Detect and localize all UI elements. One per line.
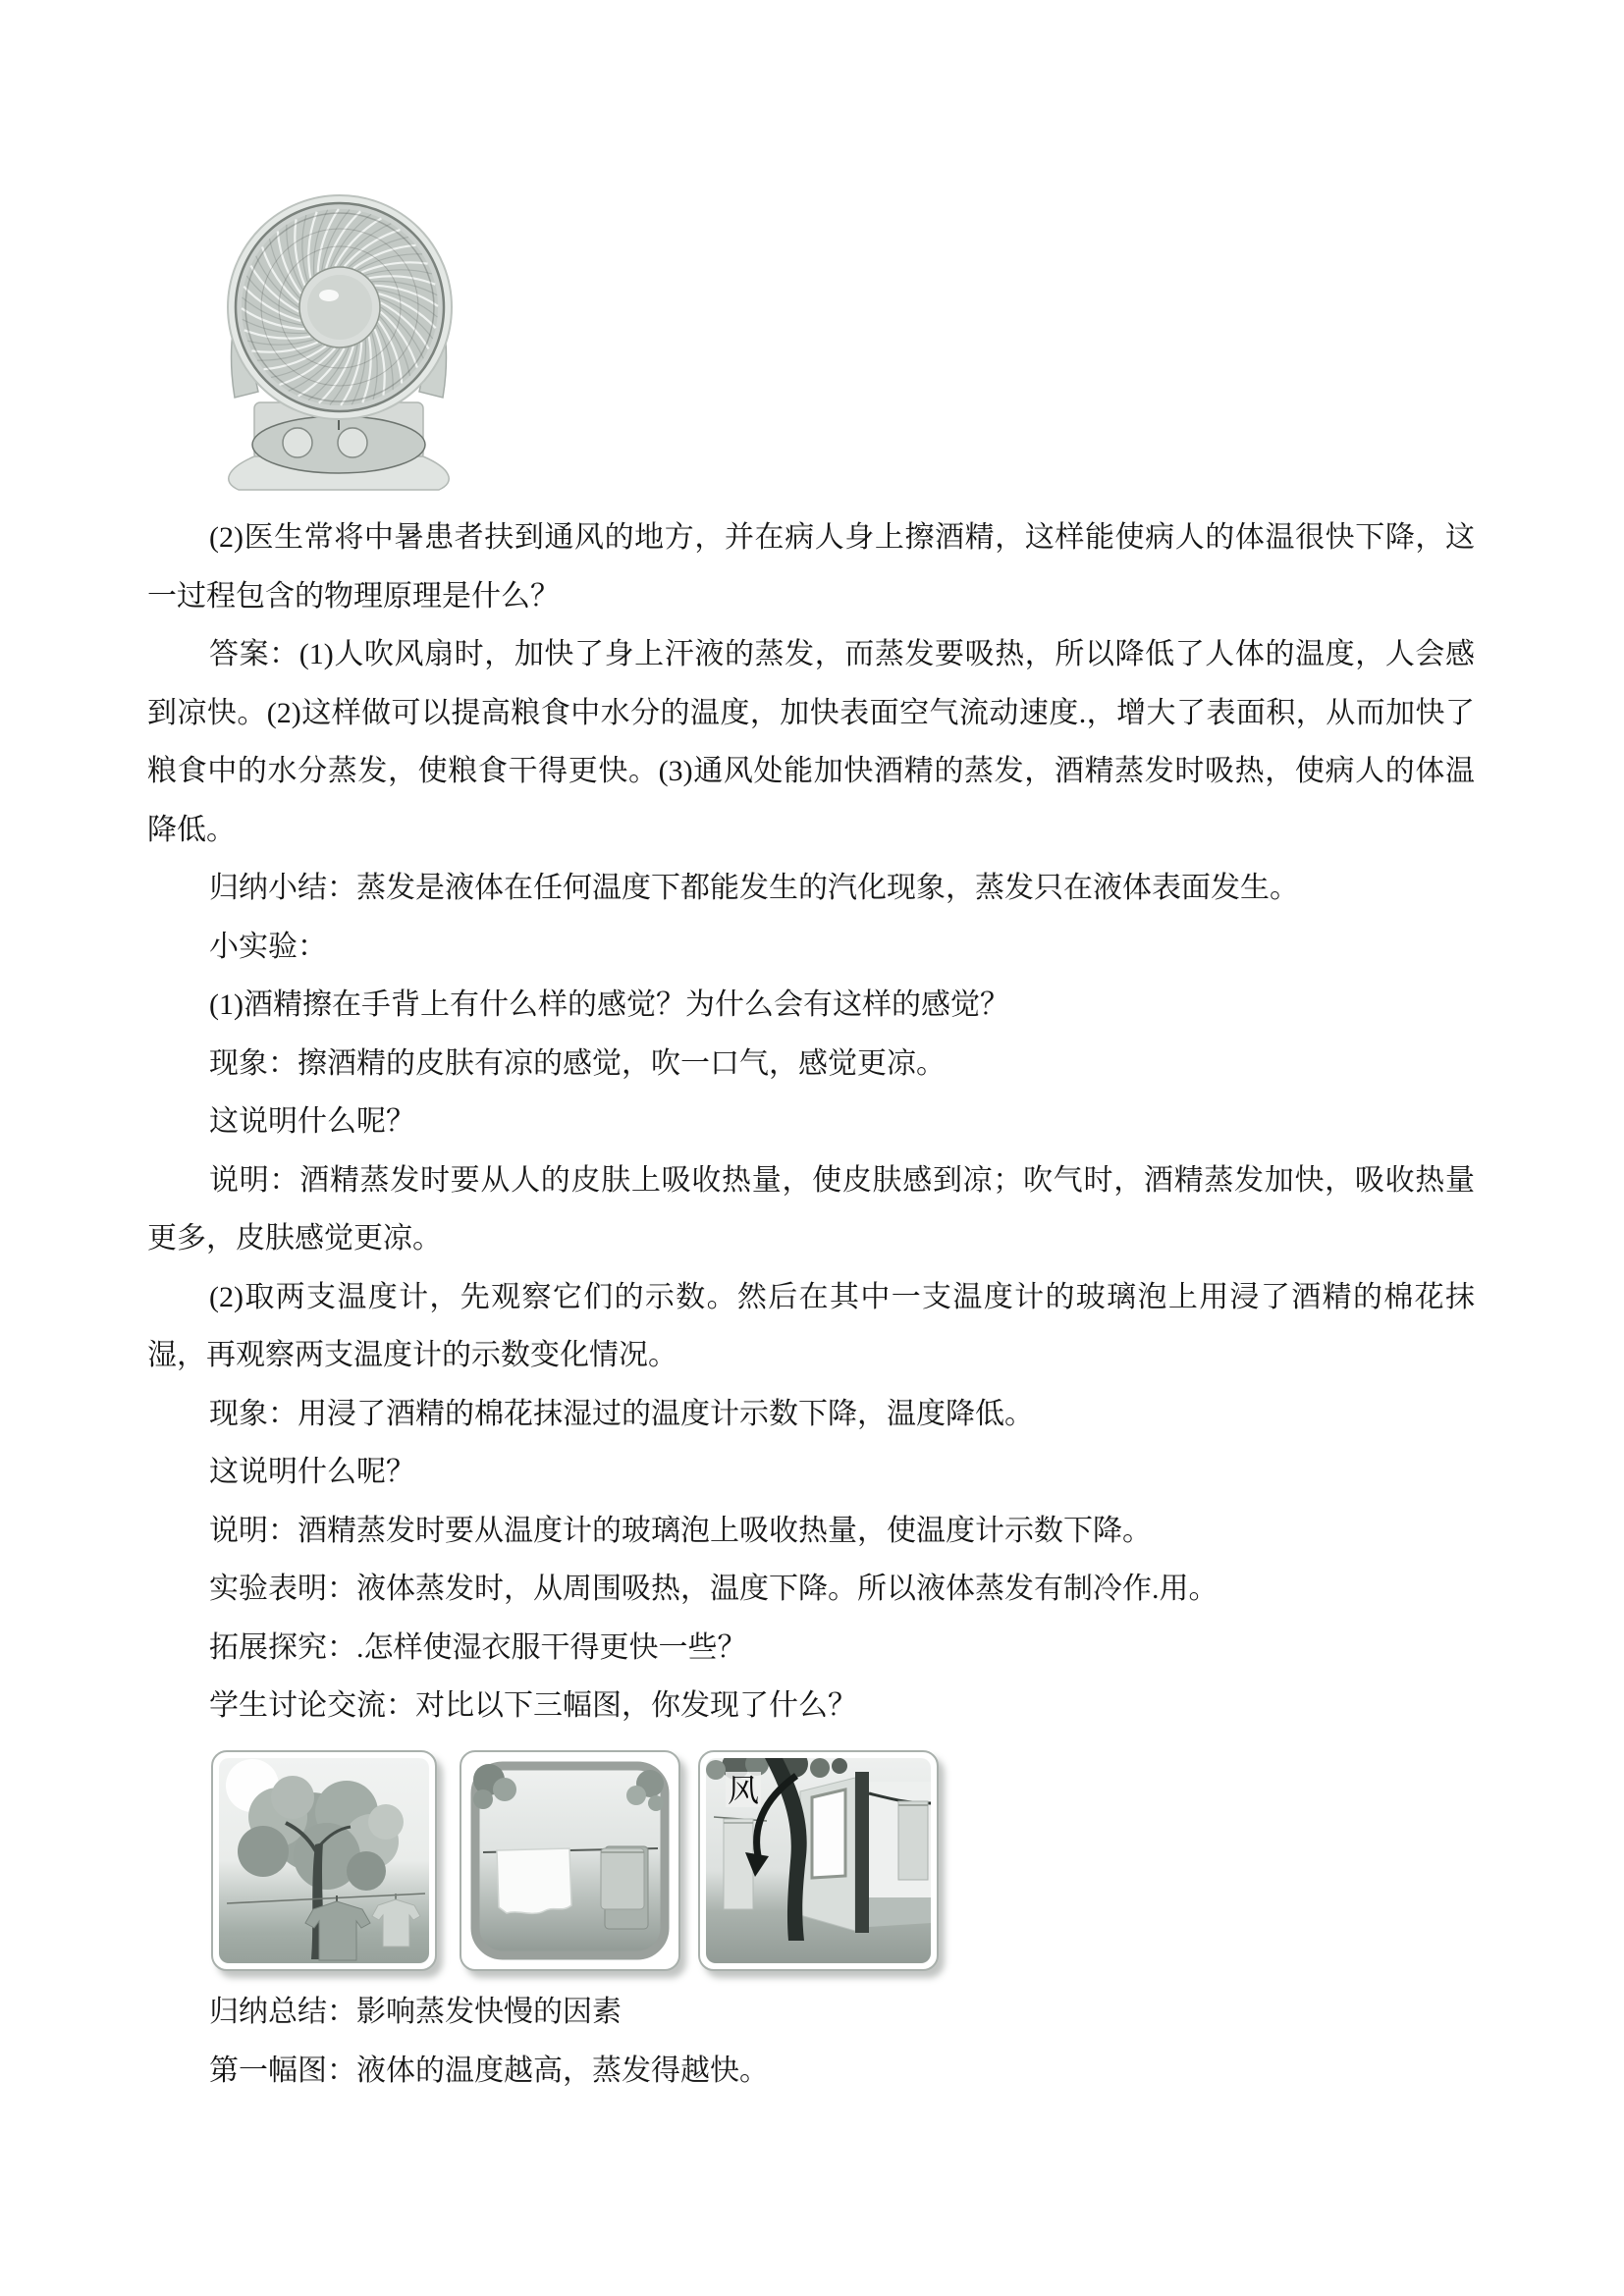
paragraph-3: 归纳小结：蒸发是液体在任何温度下都能发生的汽化现象，蒸发只在液体表面发生。	[209, 872, 1299, 904]
illustration-windy-clothesline	[698, 1750, 939, 1971]
paragraph-6: 现象：擦酒精的皮肤有凉的感觉，吹一口气，感觉更凉。	[209, 1046, 946, 1080]
paragraph-15: 学生讨论交流：对比以下三幅图，你发现了什么？	[209, 1689, 857, 1722]
paragraph-4: 小实验：	[209, 930, 327, 963]
windy-clothesline-image	[706, 1758, 931, 1963]
body-text	[147, 508, 1475, 1735]
paragraph-14: 拓展探究：.怎样使湿衣服干得更快一些？	[209, 1630, 747, 1664]
fan-speed-knob[interactable]	[283, 428, 312, 457]
wind-label: 风	[728, 1773, 760, 1808]
paragraph-1: (2)医生常将中暑患者扶到通风的地方，并在病人身上擦酒精，这样能使病人的体温很快下降，这一过程包含的物理原理是什么？	[147, 521, 1475, 613]
paragraph-16: 归纳总结：影响蒸发快慢的因素	[209, 1996, 622, 2028]
towel-surface-area-image	[467, 1758, 673, 1963]
towel-left	[724, 1819, 753, 1909]
paragraph-5: (1)酒精擦在手背上有什么样的感觉？为什么会有这样的感觉？	[209, 988, 1009, 1021]
fan-image	[211, 133, 466, 501]
sunny-clothesline-image	[219, 1758, 429, 1963]
wall-base	[869, 1897, 931, 1927]
fan-illustration	[211, 133, 466, 501]
closing-text	[147, 1983, 1475, 2100]
fan-head	[228, 195, 452, 419]
illustration-sunny-clothesline	[211, 1750, 437, 1971]
wall-corner-edge	[855, 1772, 869, 1933]
illustration-towel-surface-area	[460, 1750, 680, 1971]
spread-towel	[497, 1848, 571, 1913]
paragraph-7: 这说明什么呢？	[209, 1105, 415, 1138]
paragraph-11: 这说明什么呢？	[209, 1456, 415, 1488]
paragraph-9: (2)取两支温度计，先观察它们的示数。然后在其中一支温度计的玻璃泡上用浸了酒精的棉花抹湿，再观察两支温度计的示数变化情况。	[147, 1280, 1475, 1371]
window	[812, 1789, 845, 1878]
fan-timer-knob[interactable]	[338, 428, 367, 457]
angled-wall-with-window	[800, 1778, 855, 1931]
paragraph-10: 现象：用浸了酒精的棉花抹湿过的温度计示数下降，温度降低。	[209, 1397, 1034, 1430]
paragraph-17: 第一幅图：液体的温度越高，蒸发得越快。	[209, 2054, 769, 2087]
paragraph-2: 答案：(1)人吹风扇时，加快了身上汗液的蒸发，而蒸发要吸热，所以降低了人体的温度，人会感到凉快。(2)这样做可以提高粮食中水分的温度，加快表面空气流动速度.，增大了表面积，从而加快了粮食中的水分蒸发，使粮食干得更快。(3)通风处能加快酒精的蒸发，酒精蒸发时吸热，使病人的体温降低。	[147, 638, 1475, 846]
folded-towel	[601, 1846, 648, 1929]
paragraph-8: 说明：酒精蒸发时要从人的皮肤上吸收热量，使皮肤感到凉；吹气时，酒精蒸发加快，吸收热量更多，皮肤感觉更凉。	[147, 1163, 1475, 1255]
comparison-figures	[211, 1750, 939, 1971]
towel-right	[898, 1801, 928, 1880]
paragraph-12: 说明：酒精蒸发时要从温度计的玻璃泡上吸收热量，使温度计示数下降。	[209, 1514, 1152, 1547]
paragraph-13: 实验表明：液体蒸发时，从周围吸热，温度下降。所以液体蒸发有制冷作.用。	[209, 1573, 1218, 1605]
